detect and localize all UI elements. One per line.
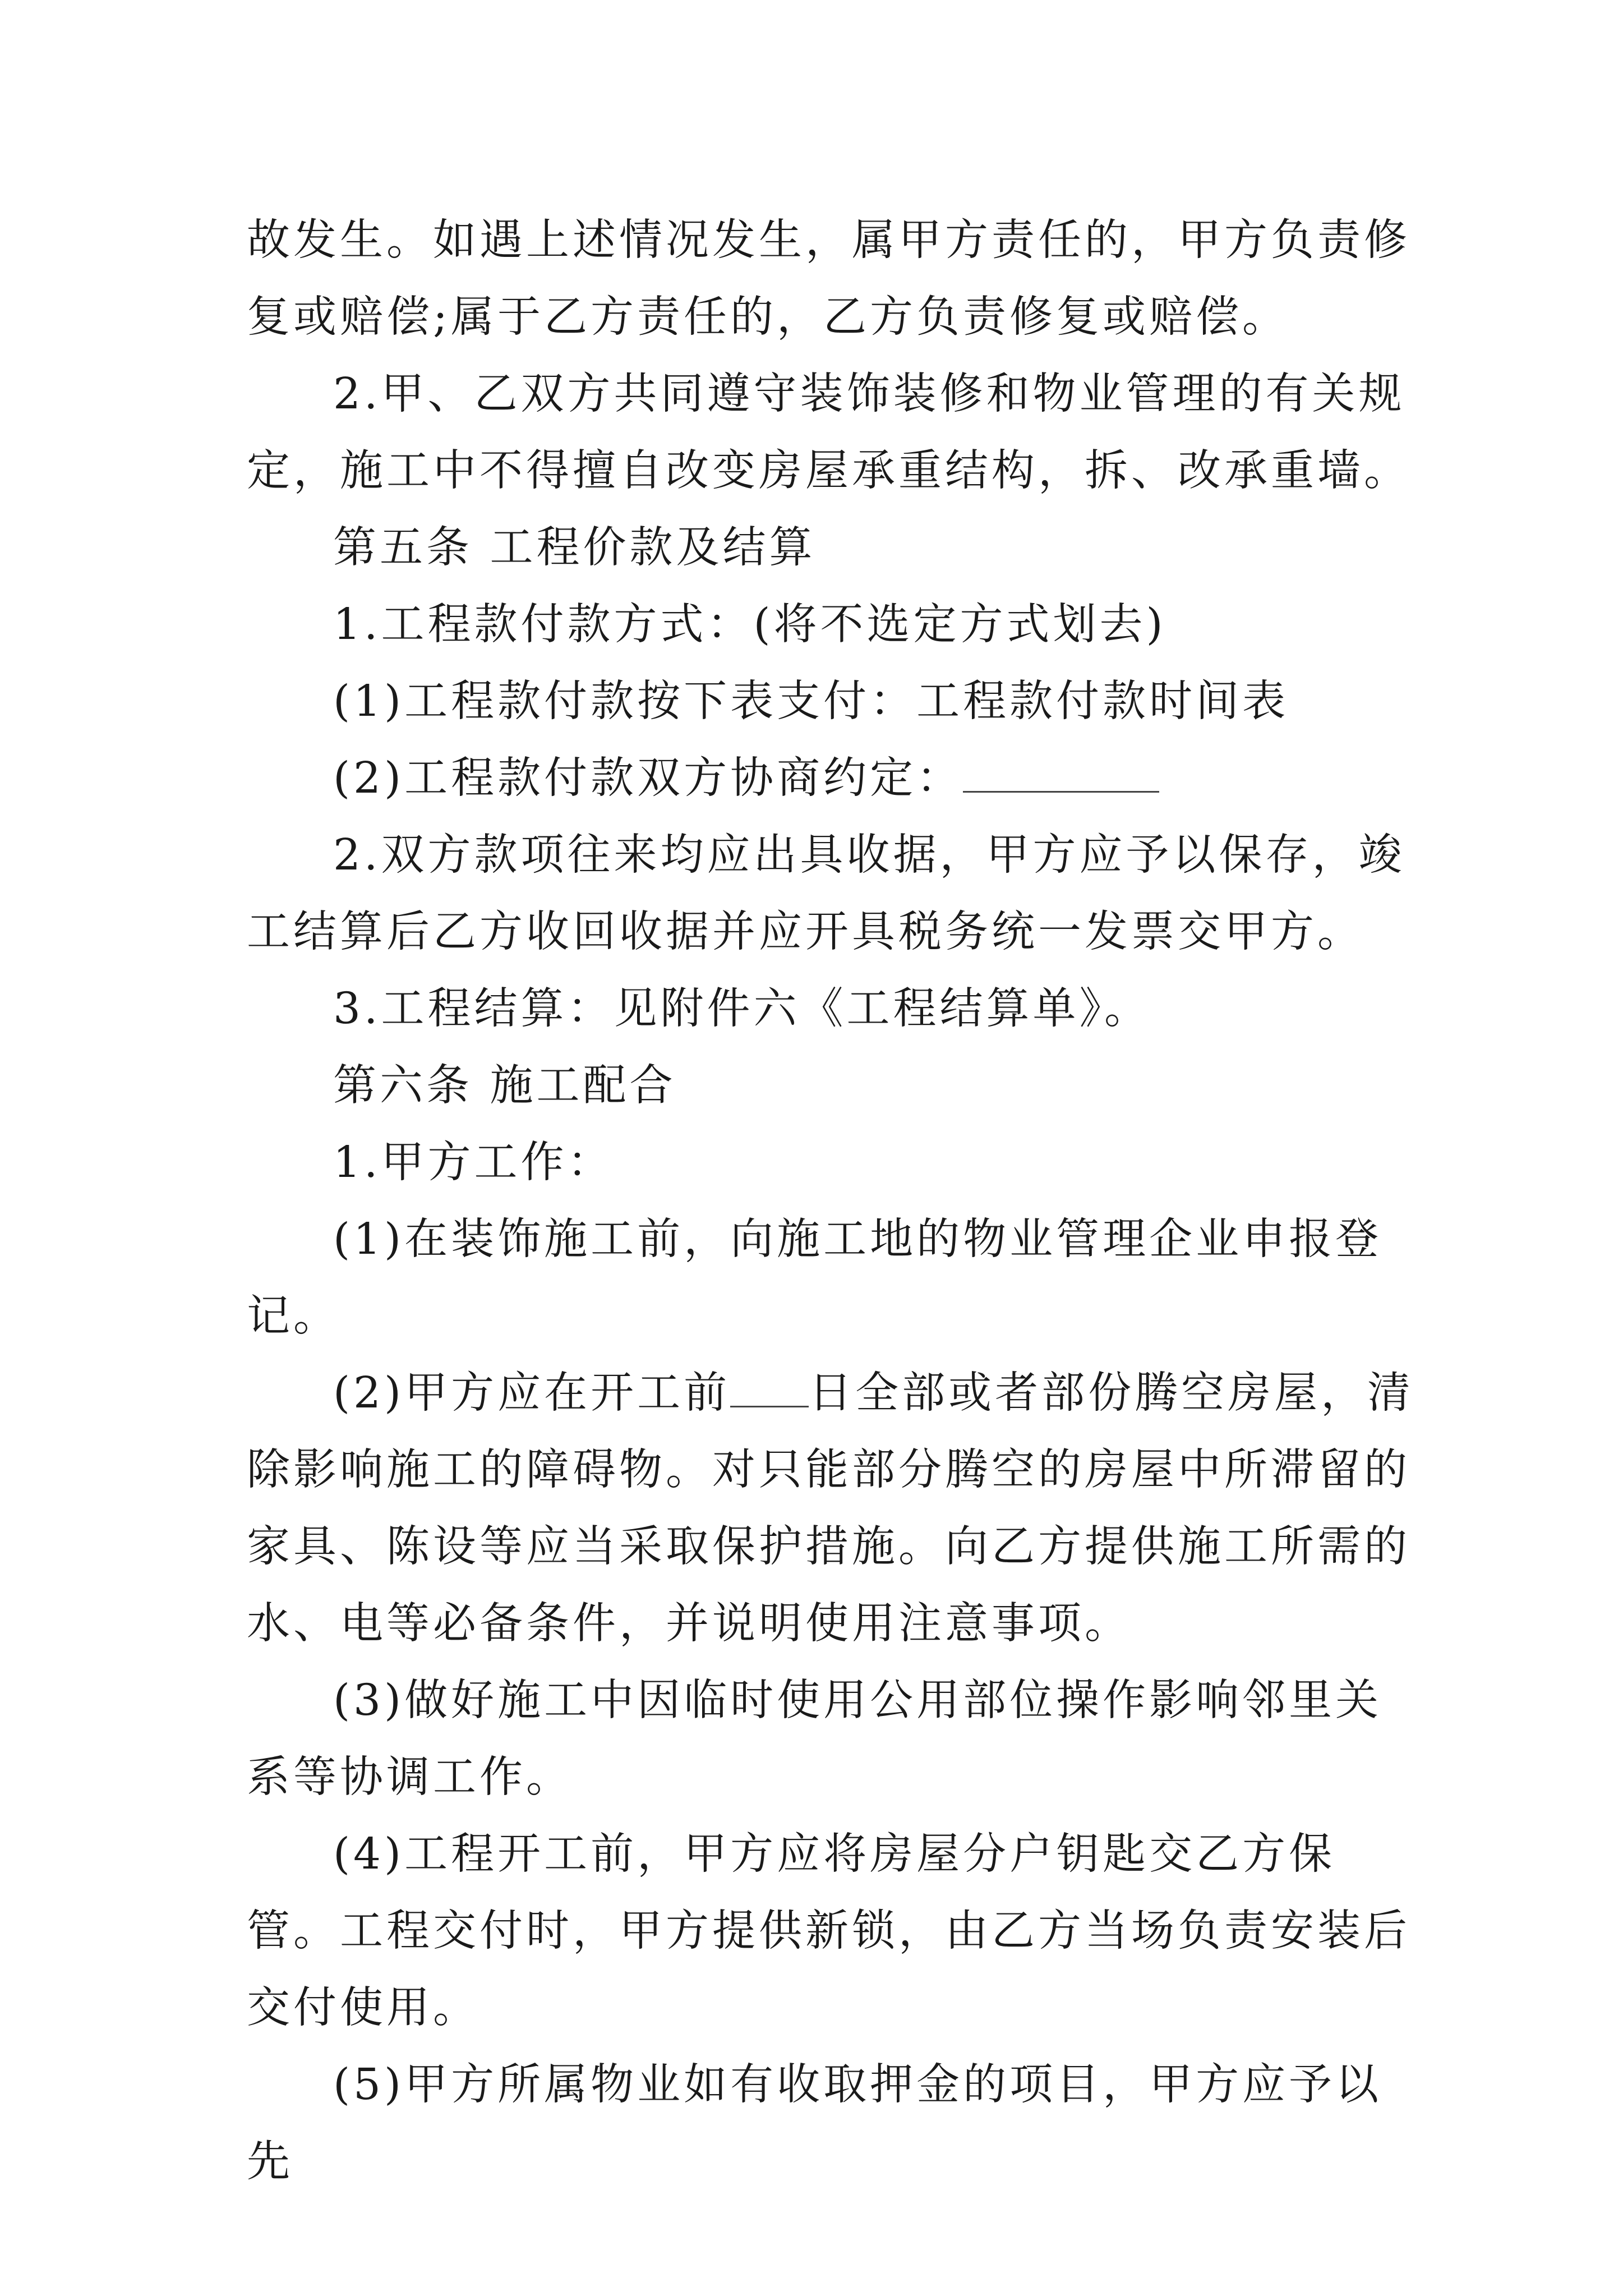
payment-option-2-text: (2)工程款付款双方协商约定： (333, 753, 963, 803)
paragraph-payment-option-1: (1)工程款付款按下表支付：工程款付款时间表 (333, 677, 1289, 726)
paragraph-work-item-3: (3)做好施工中因临时使用公用部位操作影响邻里关系等协调工作。 (247, 1676, 1382, 1802)
paragraph-work-item-2 (247, 1355, 1424, 1662)
document-body (247, 202, 1424, 2200)
paragraph-payment-option-2 (247, 740, 1424, 817)
fill-in-blank-days (730, 1405, 809, 1407)
paragraph-clause-2: 2.甲、乙双方共同遵守装饰装修和物业管理的有关规定，施工中不得擅自改变房屋承重结构，拆、改承重墙。 (247, 369, 1410, 496)
paragraph-payment-method: 1.工程款付款方式：(将不选定方式划去) (333, 600, 1166, 650)
paragraph-party-a-work: 1.甲方工作： (333, 1138, 614, 1188)
section-heading-article-5: 第五条 工程价款及结算 (333, 523, 816, 573)
work-item-2-text-before: (2)甲方应在开工前 (333, 1368, 731, 1418)
paragraph-continuation: 故发生。如遇上述情况发生，属甲方责任的，甲方负责修复或赔偿;属于乙方责任的，乙方负责修复或赔偿。 (247, 215, 1410, 342)
work-item-2-text-after: 日全部或者部份腾空房屋，清除影响施工的障碍物。对只能部分腾空的房屋中所滞留的家具、陈设等应当采取保护措施。向乙方提供施工所需的水、电等必备条件，并说明使用注意事项。 (247, 1368, 1414, 1649)
paragraph-work-item-4: (4)工程开工前，甲方应将房屋分户钥匙交乙方保管。工程交付时，甲方提供新锁，由乙方当场负责安装后交付使用。 (247, 1829, 1410, 2033)
section-heading-article-6: 第六条 施工配合 (333, 1061, 676, 1111)
paragraph-work-item-1: (1)在装饰施工前，向施工地的物业管理企业申报登记。 (247, 1214, 1382, 1341)
paragraph-receipts: 2.双方款项往来均应出具收据，甲方应予以保存，竣工结算后乙方收回收据并应开具税务统一发票交甲方。 (247, 830, 1405, 957)
paragraph-settlement: 3.工程结算：见附件六《工程结算单》。 (333, 984, 1151, 1034)
paragraph-work-item-5: (5)甲方所属物业如有收取押金的项目，甲方应予以先 (247, 2060, 1382, 2187)
fill-in-blank-line (963, 790, 1159, 793)
